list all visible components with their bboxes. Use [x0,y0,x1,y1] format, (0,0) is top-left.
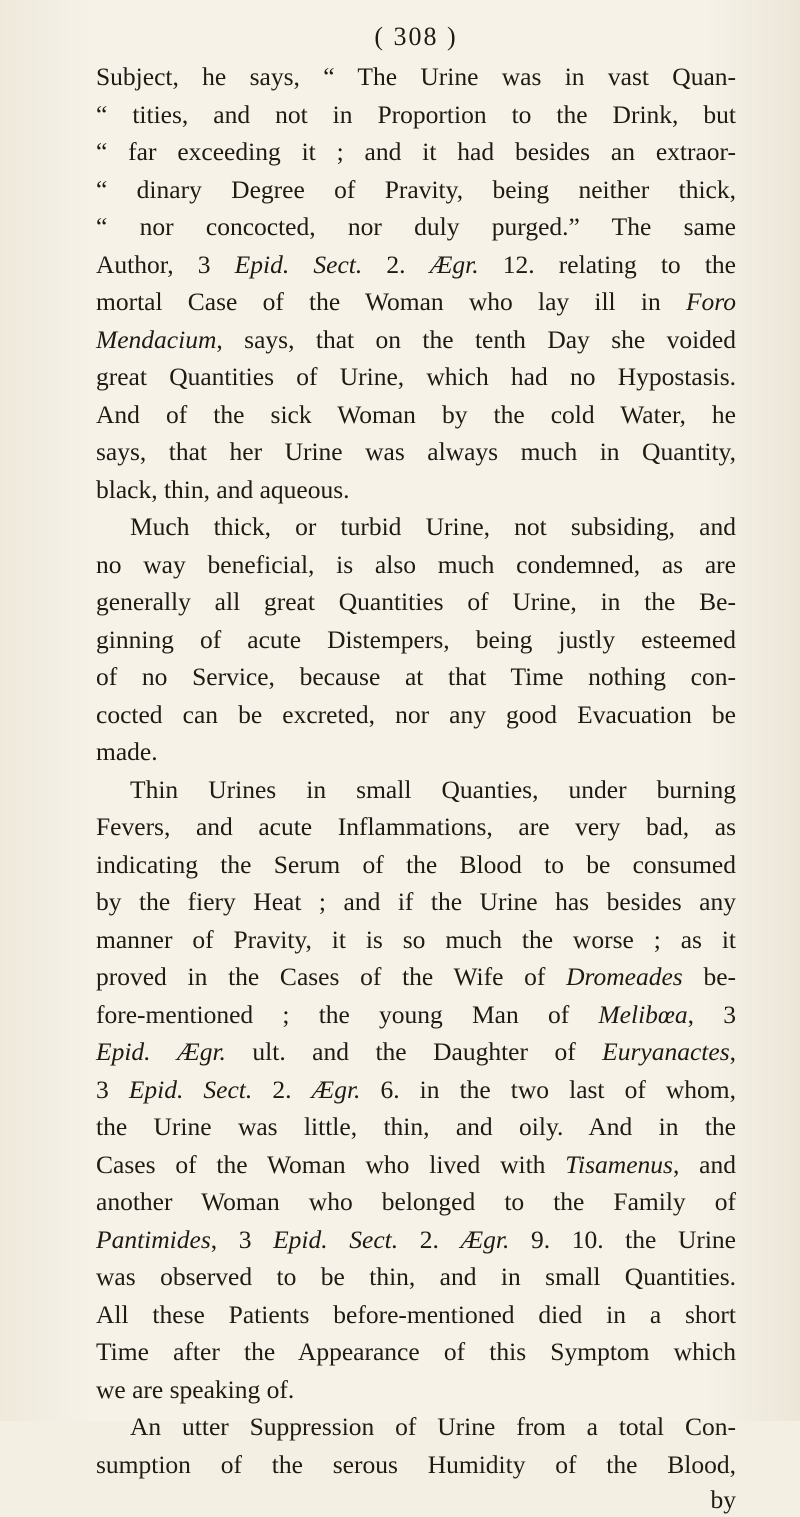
catchword: by [710,1485,736,1514]
text-line: sumption of the serous Humidity of the Blood, [96,1449,736,1479]
text-line: “ dinary Degree of Pravity, being neither thick, [96,174,736,204]
text-line: Cases of the Woman who lived with Tisamenus, and [96,1149,736,1179]
text-line: manner of Pravity, it is so much the worse ; as it [96,924,736,954]
text-line: An utter Suppression of Urine from a total Con- [130,1412,736,1441]
text-line: black, thin, and aqueous. [96,474,350,504]
text-line: Pantimides, 3 Epid. Sect. 2. Ægr. 9. 10. the Urine [96,1224,737,1254]
text-line: Author, 3 Epid. Sect. 2. Ægr. 12. relating to the [96,249,736,279]
text-line: we are speaking of. [96,1374,295,1404]
text-line: proved in the Cases of the Wife of Dromeades be- [96,962,737,991]
page-number: ( 308 ) [374,22,458,51]
text-line: Time after the Appearance of this Symptom which [96,1337,736,1366]
text-line: Subject, he says, “ The Urine was in vast Quan- [96,62,736,91]
text-line: the Urine was little, thin, and oily. And in the [96,1112,736,1141]
text-line: Mendacium, says, that on the tenth Day she voided [96,324,736,354]
text-line: by the fiery Heat ; and if the Urine has besides any [96,887,736,916]
text-line: made. [96,737,158,766]
text-line: 3 Epid. Sect. 2. Ægr. 6. in the two last of whom, [96,1074,737,1104]
text-line: ginning of acute Distempers, being justly esteemed [96,624,736,654]
text-line: All these Patients before-mentioned died in a short [96,1299,736,1329]
text-line: cocted can be excreted, nor any good Evacuation be [96,699,736,729]
text-line: says, that her Urine was always much in Quantity, [96,437,736,466]
text-line: was observed to be thin, and in small Quantities. [96,1262,736,1291]
text-line: Much thick, or turbid Urine, not subsiding, and [130,512,736,541]
text-line: of no Service, because at that Time nothing con- [96,662,736,691]
text-line: Epid. Ægr. ult. and the Daughter of Euryanactes, [96,1037,737,1066]
page-body-text [96,58,736,1483]
text-line: great Quantities of Urine, which had no Hypostasis. [96,362,736,391]
text-line: Thin Urines in small Quanties, under burning [130,774,736,804]
text-line: mortal Case of the Woman who lay ill in Foro [96,287,736,316]
text-line: And of the sick Woman by the cold Water, he [96,399,736,429]
text-line: indicating the Serum of the Blood to be consumed [96,849,736,879]
text-line: generally all great Quantities of Urine, in the Be- [96,587,736,616]
text-line: “ tities, and not in Proportion to the Drink, but [96,99,736,129]
text-line: another Woman who belonged to the Family of [96,1187,736,1216]
text-line: “ nor concocted, nor duly purged.” The same [96,212,736,241]
text-line: Fevers, and acute Inflammations, are very bad, as [96,812,736,841]
text-line: “ far exceeding it ; and it had besides an extraor- [96,137,736,166]
text-line: no way beneficial, is also much condemned, as are [96,549,736,579]
text-line: fore-mentioned ; the young Man of Melibœa, 3 [96,999,737,1029]
